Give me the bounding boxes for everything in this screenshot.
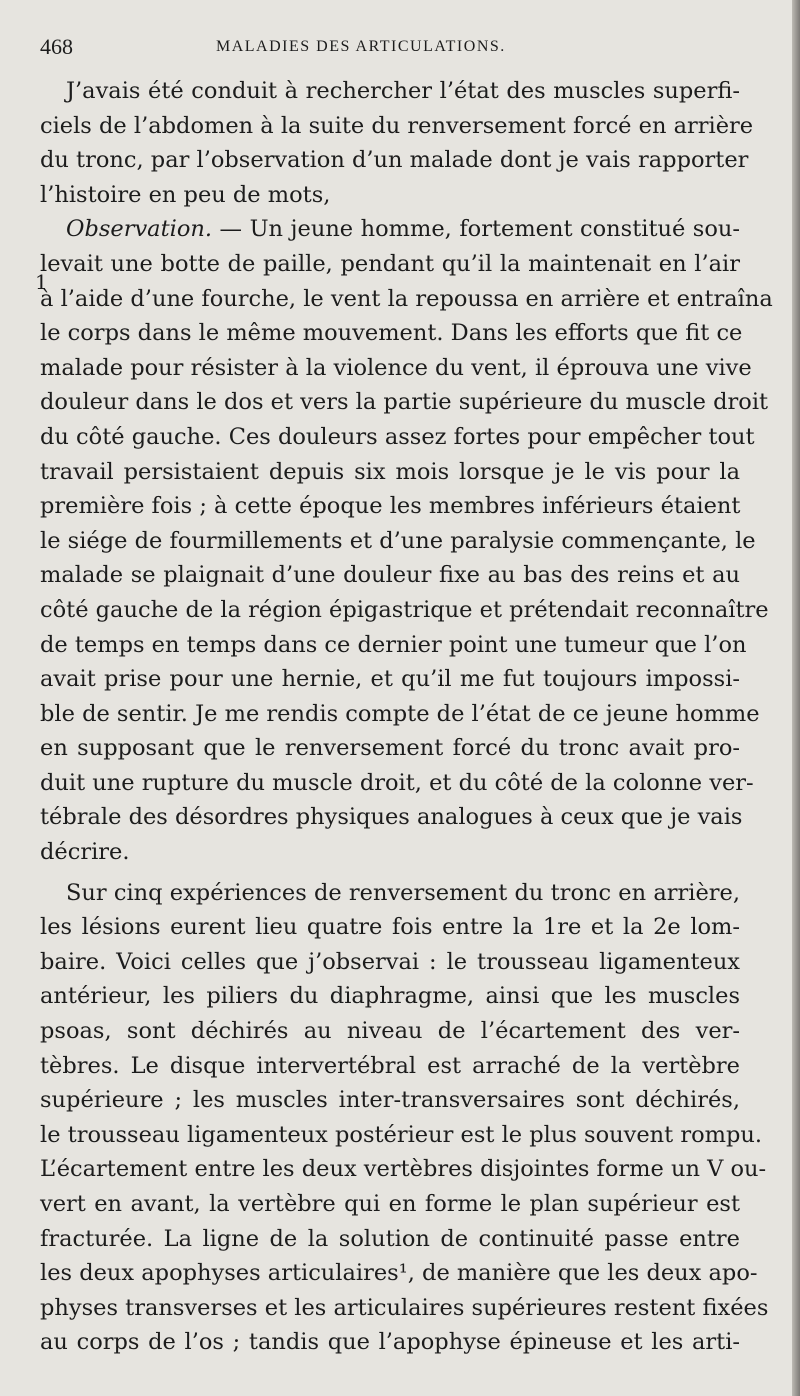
paragraph-3 — [40, 876, 769, 1360]
text-line: supérieure ; les muscles inter-transversaires sont déchirés, — [40, 1087, 740, 1114]
text-line: psoas, sont déchirés au niveau de l’écartement des ver- — [40, 1018, 740, 1045]
text-line: L’écartement entre les deux vertèbres disjointes forme un V ou- — [40, 1156, 767, 1183]
text-line: en supposant que le renversement forcé du tronc avait pro- — [40, 735, 740, 762]
text-line: les deux apophyses articulaires¹, de manière que les deux apo- — [40, 1260, 758, 1287]
text-line: J’avais été conduit à rechercher l’état des muscles superfi- — [66, 78, 740, 104]
text-line: malade pour résister à la violence du vent, il éprouva une vive — [40, 354, 752, 381]
text-line: le corps dans le même mouvement. Dans les efforts que fit ce — [40, 320, 743, 347]
text-line: tèbres. Le disque intervertébral est arraché de la vertèbre — [40, 1052, 740, 1079]
text-line: l’histoire en peu de mots, — [40, 181, 331, 208]
text-line: ble de sentir. Je me rendis compte de l’état de ce jeune homme — [40, 700, 760, 727]
running-title: MALADIES DES ARTICULATIONS. — [216, 38, 506, 55]
text-line: à l’aide d’une fourche, le vent la repoussa en arrière et entraîna — [40, 285, 773, 312]
paragraph-1 — [40, 74, 754, 212]
text-line: levait une botte de paille, pendant qu’il la maintenait en l’air — [40, 250, 740, 277]
text-line: douleur dans le dos et vers la partie supérieure du muscle droit — [40, 389, 769, 416]
text-line: antérieur, les piliers du diaphragme, ainsi que les muscles — [40, 983, 740, 1010]
text-line: côté gauche de la région épigastrique et prétendait reconnaître — [40, 596, 769, 623]
page-edge-shadow — [792, 0, 800, 1396]
text-line: avait prise pour une hernie, et qu’il me fut toujours impossi- — [40, 666, 740, 693]
text-line-rest: — Un jeune homme, fortement constitué sou- — [212, 216, 740, 243]
text-line: vert en avant, la vertèbre qui en forme le plan supérieur est — [40, 1191, 740, 1217]
text-line: physes transverses et les articulaires supérieures restent fixées — [40, 1294, 769, 1321]
text-line: duit une rupture du muscle droit, et du côté de la colonne ver- — [40, 769, 754, 796]
text-line: le siége de fourmillements et d’une paralysie commençante, le — [40, 527, 756, 554]
text-line: tébrale des désordres physiques analogues à ceux que je vais — [40, 804, 743, 831]
page-number: 468 — [40, 34, 73, 59]
text-line: au corps de l’os ; tandis que l’apophyse épineuse et les arti- — [40, 1329, 740, 1356]
text-line: malade se plaignait d’une douleur fixe au bas des reins et au — [40, 562, 740, 589]
marginal-mark: 1 — [35, 270, 48, 294]
text-line — [40, 212, 740, 247]
text-line: le trousseau ligamenteux postérieur est le plus souvent rompu. — [40, 1121, 763, 1148]
text-line: baire. Voici celles que j’observai : le trousseau ligamenteux — [40, 948, 740, 975]
text-line: travail persistaient depuis six mois lorsque je le vis pour la — [40, 458, 740, 485]
observation-heading: Observation. — [66, 216, 213, 243]
page-body — [40, 74, 773, 1360]
text-line: les lésions eurent lieu quatre fois entre la 1re et la 2e lom- — [40, 914, 740, 941]
text-line: fracturée. La ligne de la solution de continuité passe entre — [40, 1225, 740, 1252]
text-line: première fois ; à cette époque les membres inférieurs étaient — [40, 493, 741, 520]
text-line: de temps en temps dans ce dernier point une tumeur que l’on — [40, 631, 747, 658]
text-line: du tronc, par l’observation d’un malade dont je vais rapporter — [40, 147, 749, 174]
page-header — [40, 34, 740, 64]
text-line: Sur cinq expériences de renversement du tronc en arrière, — [66, 879, 740, 906]
text-line: décrire. — [40, 839, 130, 866]
text-line: ciels de l’abdomen à la suite du renversement forcé en arrière — [40, 112, 754, 139]
text-line: du côté gauche. Ces douleurs assez fortes pour empêcher tout — [40, 423, 755, 450]
paragraph-2 — [40, 212, 773, 869]
